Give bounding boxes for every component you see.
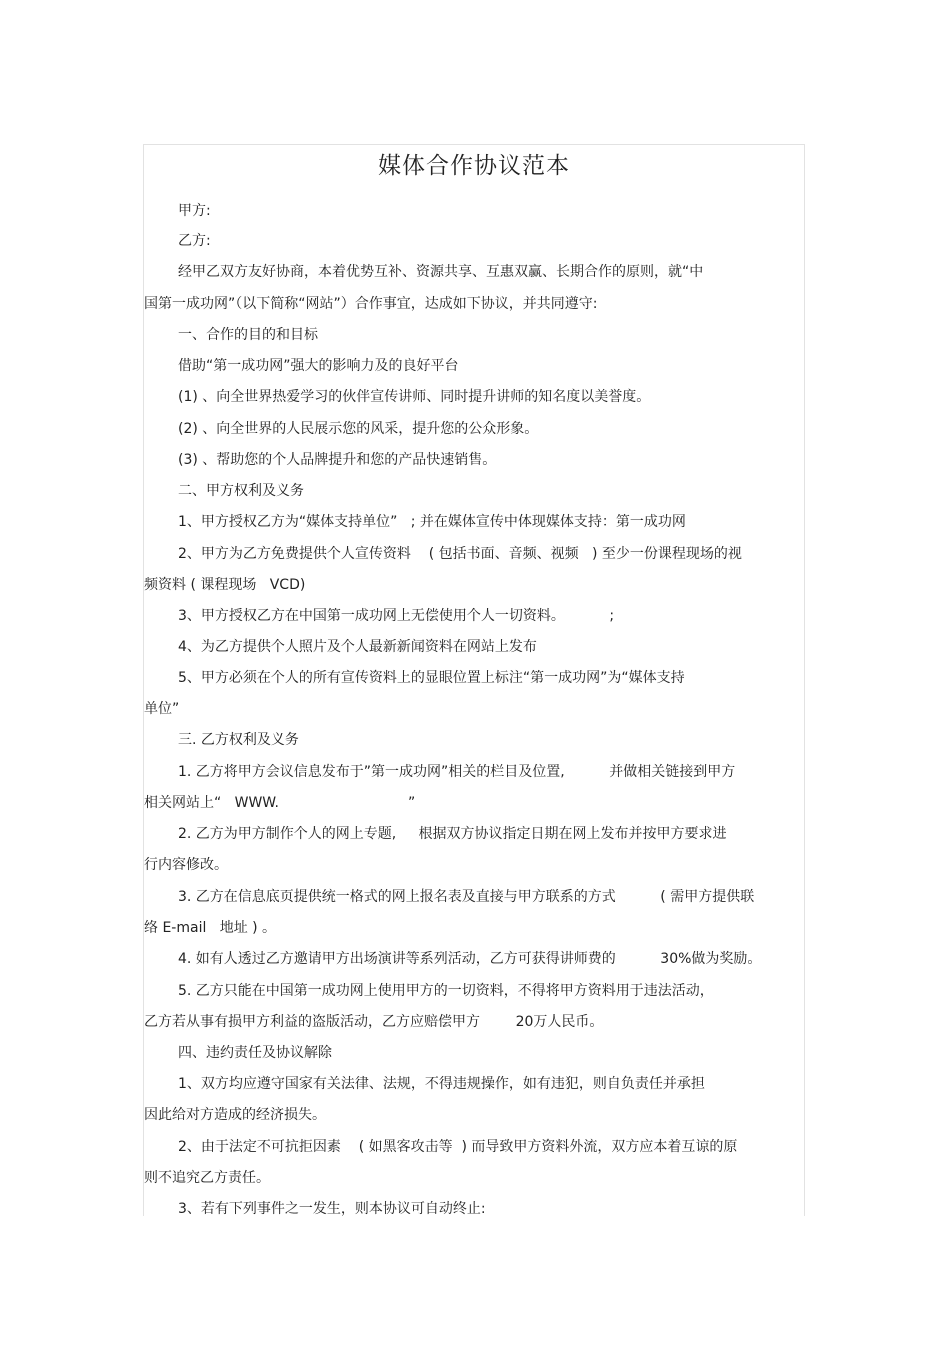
section-2-item-3: 3、甲方授权乙方在中国第一成功网上无偿使用个人一切资料。 ; — [178, 608, 615, 624]
document-title: 媒体合作协议范本 — [378, 153, 570, 179]
section-3-item-2-cont: 行内容修改。 — [144, 857, 228, 873]
section-2-item-5-cont: 单位” — [144, 701, 180, 717]
section-1-heading: 一、合作的目的和目标 — [178, 327, 318, 343]
section-1-item-2: (2) 、向全世界的人民展示您的风采，提升您的公众形象。 — [178, 421, 539, 437]
section-3-item-4: 4. 如有人透过乙方邀请甲方出场演讲等系列活动，乙方可获得讲师费的 30%做为奖励。 — [178, 951, 762, 967]
preamble-line-2: 国第一成功网”（以下简称“网站”）合作事宜，达成如下协议，并共同遵守: — [144, 296, 598, 312]
section-4-item-1-cont: 因此给对方造成的经济损失。 — [144, 1107, 326, 1123]
section-1-item-1: (1) 、向全世界热爱学习的伙伴宣传讲师、同时提升讲师的知名度以美誉度。 — [178, 389, 651, 405]
section-3-item-3: 3. 乙方在信息底页提供统一格式的网上报名表及直接与甲方联系的方式 ( 需甲方提供联 — [178, 889, 755, 905]
section-2-item-2: 2、甲方为乙方免费提供个人宣传资料 ( 包括书面、音频、视频 ) 至少一份课程现场的视 — [178, 546, 742, 562]
preamble-line-1: 经甲乙双方友好协商，本着优势互补、资源共享、互惠双赢、长期合作的原则，就“中 — [178, 264, 704, 280]
section-3-item-1-cont: 相关网站上“ WWW. ” — [144, 795, 416, 811]
section-2-item-1: 1、甲方授权乙方为“媒体支持单位” ; 并在媒体宣传中体现媒体支持：第一成功网 — [178, 514, 686, 530]
section-3-item-2: 2. 乙方为甲方制作个人的网上专题, 根据双方协议指定日期在网上发布并按甲方要求进 — [178, 826, 727, 842]
section-4-item-2: 2、由于法定不可抗拒因素 ( 如黑客攻击等 ) 而导致甲方资料外流，双方应本着互谅的原 — [178, 1139, 738, 1155]
section-2-item-2-cont: 频资料 ( 课程现场 VCD) — [144, 577, 306, 593]
section-4-item-3: 3、若有下列事件之一发生，则本协议可自动终止: — [178, 1201, 486, 1217]
section-2-item-4: 4、为乙方提供个人照片及个人最新新闻资料在网站上发布 — [178, 639, 537, 655]
section-3-item-3-cont: 络 E-mail 地址 ) 。 — [144, 920, 277, 936]
section-4-item-1: 1、双方均应遵守国家有关法律、法规，不得违规操作，如有违犯，则自负责任并承担 — [178, 1076, 705, 1092]
section-3-heading: 三. 乙方权利及义务 — [178, 732, 299, 748]
section-1-intro: 借助“第一成功网”强大的影响力及的良好平台 — [178, 358, 459, 374]
section-3-item-5: 5. 乙方只能在中国第一成功网上使用甲方的一切资料，不得将甲方资料用于违法活动， — [178, 983, 714, 999]
section-1-item-3: (3) 、帮助您的个人品牌提升和您的产品快速销售。 — [178, 452, 497, 468]
section-4-heading: 四、违约责任及协议解除 — [178, 1045, 332, 1061]
section-4-item-2-cont: 则不追究乙方责任。 — [144, 1170, 270, 1186]
section-3-item-5-cont: 乙方若从事有损甲方利益的盗版活动，乙方应赔偿甲方 20万人民币。 — [144, 1014, 604, 1030]
party-a-line: 甲方: — [178, 203, 211, 219]
section-3-item-1: 1. 乙方将甲方会议信息发布于”第一成功网”相关的栏目及位置, 并做相关链接到甲方 — [178, 764, 736, 780]
party-b-line: 乙方: — [178, 233, 211, 249]
section-2-item-5: 5、甲方必须在个人的所有宣传资料上的显眼位置上标注“第一成功网”为“媒体支持 — [178, 670, 685, 686]
section-2-heading: 二、甲方权利及义务 — [178, 483, 304, 499]
